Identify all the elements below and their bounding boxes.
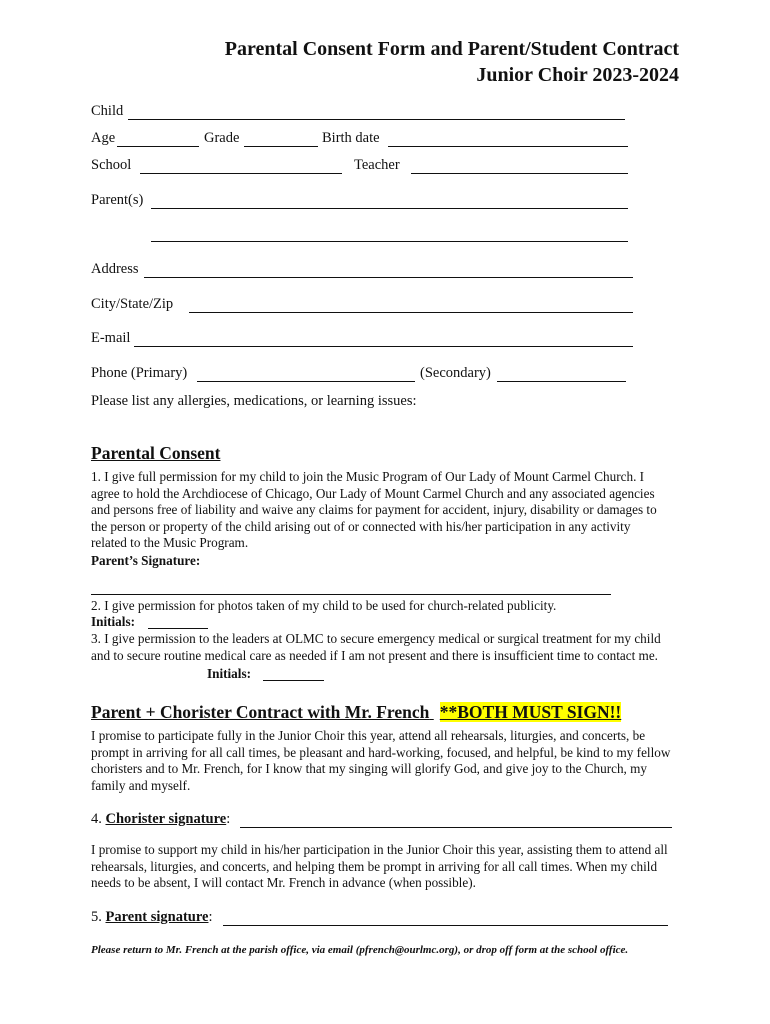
parent-pledge: I promise to support my child in his/her participation in the Junior Choir this year, assisting them to attend all rehearsals, liturgies, and concerts, and helping them be prompt in arriving for all call times. When my child needs to be absent, I will contact Mr. French in advance (when possible). — [91, 842, 668, 891]
age-field[interactable] — [117, 146, 199, 147]
address-label: Address — [91, 261, 139, 277]
parents-label: Parent(s) — [91, 192, 144, 208]
city-state-zip-field[interactable] — [189, 312, 633, 313]
phone-secondary-label: (Secondary) — [420, 365, 491, 381]
allergies-prompt: Please list any allergies, medications, or learning issues: — [91, 393, 417, 409]
both-must-sign-highlight: **BOTH MUST SIGN!! — [439, 702, 622, 722]
grade-field[interactable] — [244, 146, 318, 147]
parent-signature-colon: : — [208, 909, 213, 925]
address-field[interactable] — [144, 277, 633, 278]
form-title: Parental Consent Form and Parent/Student Contract — [224, 38, 679, 60]
parents-field[interactable] — [151, 208, 628, 209]
return-instructions: Please return to Mr. French at the parish office, via email (pfrench@ourlmc.org), or drop off form at the school office. — [91, 944, 629, 956]
photo-initials-label: Initials: — [91, 614, 135, 629]
chorister-signature-colon: : — [226, 811, 231, 827]
consent-item-2: 2. I give permission for photos taken of my child to be used for church-related publicity. — [91, 598, 557, 613]
chorister-signature-row — [91, 811, 230, 828]
birth-date-field[interactable] — [388, 146, 628, 147]
parent-contract-signature-line[interactable] — [223, 925, 668, 926]
contract-heading — [91, 702, 621, 723]
phone-secondary-field[interactable] — [497, 381, 626, 382]
parental-consent-heading: Parental Consent — [91, 443, 221, 463]
teacher-label: Teacher — [354, 157, 400, 173]
parent-signature-row — [91, 909, 213, 926]
city-state-zip-label: City/State/Zip — [91, 296, 174, 312]
child-field[interactable] — [128, 119, 625, 120]
school-label: School — [91, 157, 132, 173]
phone-primary-field[interactable] — [197, 381, 415, 382]
phone-primary-label: Phone (Primary) — [91, 365, 188, 381]
email-label: E-mail — [91, 330, 131, 346]
photo-initials-field[interactable] — [148, 628, 208, 629]
parent-signature-line[interactable] — [91, 594, 611, 595]
medical-initials-label: Initials: — [207, 666, 251, 681]
consent-item-3: 3. I give permission to the leaders at OLMC to secure emergency medical or surgical treatment for my child and to secure routine medical care as needed if I am not present and there is insufficient time to contact me. — [91, 631, 661, 663]
parent-contract-signature-label: Parent signature — [105, 909, 209, 925]
birth-date-label: Birth date — [322, 130, 380, 146]
grade-label: Grade — [204, 130, 240, 146]
parents-field-2[interactable] — [151, 241, 628, 242]
contract-heading-text: Parent + Chorister Contract with Mr. French — [91, 702, 430, 722]
email-field[interactable] — [134, 346, 633, 347]
parent-signature-label: Parent’s Signature: — [91, 553, 201, 568]
school-field[interactable] — [140, 173, 342, 174]
teacher-field[interactable] — [411, 173, 628, 174]
chorister-pledge: I promise to participate fully in the Junior Choir this year, attend all rehearsals, liturgies, and concerts, be prompt in arriving for all call times, be pleasant and hard-working, focused, and helpful, be kind to my fellow choristers and to Mr. French, for I know that my singing will glorify God, and give joy to the Church, my family and myself. — [91, 728, 671, 793]
form-subtitle: Junior Choir 2023-2024 — [476, 64, 679, 86]
medical-initials-field[interactable] — [263, 680, 324, 681]
chorister-signature-label: Chorister signature — [105, 811, 227, 827]
child-label: Child — [91, 103, 124, 119]
consent-item-1: 1. I give full permission for my child to join the Music Program of Our Lady of Mount Carmel Church. I agree to hold the Archdiocese of Chicago, Our Lady of Mount Carmel Church and any associated agencies and persons free of liability and waive any claims for payment for accident, injury, disability or damages to the person or property of the child arising out of or connected with his/her participation in any activity related to the Music Program. — [91, 469, 657, 551]
age-label: Age — [91, 130, 116, 146]
chorister-signature-line[interactable] — [240, 827, 672, 828]
chorister-signature-number: 4. — [91, 811, 102, 827]
parent-signature-number: 5. — [91, 909, 102, 925]
